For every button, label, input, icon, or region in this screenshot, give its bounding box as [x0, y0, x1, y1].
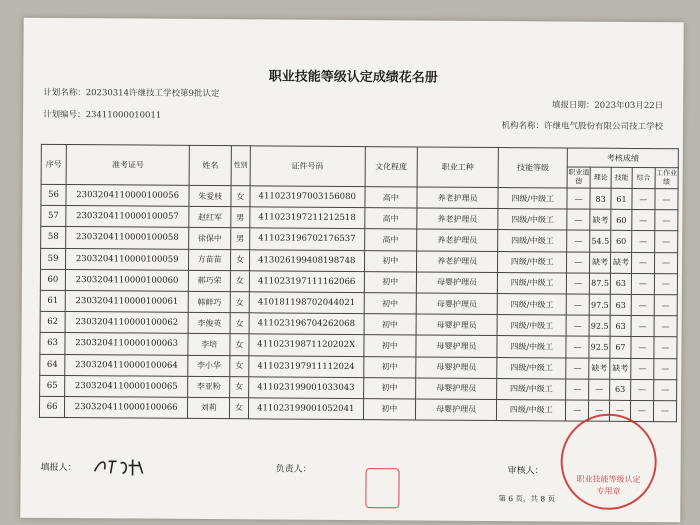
- row-job: 养老护理员: [416, 229, 498, 251]
- row-id-no: 41102319871120202X: [249, 334, 364, 356]
- row-id-no: 410181198702044021: [249, 292, 364, 314]
- row-theory: —: [589, 400, 610, 421]
- row-gender: 女: [231, 186, 250, 207]
- col-education: 文化程度: [365, 147, 417, 187]
- row-skill: 63: [610, 273, 631, 294]
- plan-name-line: [43, 86, 219, 99]
- row-education: 初中: [364, 250, 416, 272]
- row-work: —: [653, 400, 676, 421]
- col-level: 技能等级: [498, 148, 567, 188]
- report-date-label: 填报日期：: [551, 100, 595, 111]
- row-overall: —: [631, 358, 654, 379]
- table-header-row: [41, 144, 678, 167]
- row-job: 母婴护理员: [415, 378, 497, 400]
- row-education: 初中: [363, 377, 415, 399]
- col-seq: 序号: [41, 144, 66, 184]
- col-job: 职业工种: [417, 147, 499, 188]
- row-seq: 61: [40, 290, 65, 311]
- row-theory: 缺考: [590, 209, 611, 230]
- row-theory: 83: [590, 188, 611, 209]
- stamp-text-2: 专用章: [596, 486, 621, 496]
- row-overall: —: [631, 337, 654, 358]
- row-seq: 65: [40, 375, 65, 396]
- row-education: 初中: [364, 335, 416, 357]
- plan-name-label: 计划名称：: [43, 87, 86, 99]
- row-job: 养老护理员: [417, 208, 499, 230]
- org-value: 许继电气股份有限公司技工学校: [543, 121, 664, 133]
- row-level: 四级/中级工: [497, 378, 566, 400]
- red-seal-mark: [365, 468, 399, 508]
- row-skill: —: [609, 400, 630, 421]
- row-work: —: [653, 379, 676, 400]
- row-work: —: [654, 358, 677, 379]
- row-level: 四级/中级工: [497, 336, 566, 358]
- row-education: 高中: [364, 208, 416, 230]
- col-overall: 综合: [632, 167, 655, 188]
- col-name: 姓名: [189, 145, 231, 185]
- row-name: 赵红军: [189, 207, 231, 228]
- row-level: 四级/中级工: [497, 399, 566, 421]
- row-moral: —: [566, 379, 589, 400]
- row-name: 李小华: [188, 355, 230, 376]
- row-name: 刘莉: [188, 397, 230, 418]
- row-overall: —: [630, 400, 653, 421]
- row-exam-no: 2303204110000100061: [65, 290, 188, 312]
- row-job: 母婴护理员: [415, 399, 497, 421]
- row-exam-no: 2303204110000100058: [66, 227, 189, 249]
- report-date-line: [552, 98, 663, 111]
- row-id-no: 411023196704262068: [249, 313, 364, 335]
- row-overall: —: [632, 188, 655, 209]
- plan-no-line: [43, 108, 161, 121]
- row-work: —: [654, 252, 677, 273]
- row-level: 四级/中级工: [498, 188, 567, 210]
- row-skill: 63: [610, 315, 631, 336]
- row-education: 初中: [363, 356, 415, 378]
- row-skill: 63: [610, 294, 631, 315]
- row-name: 朱爱枝: [189, 185, 231, 206]
- results-table: [39, 144, 679, 423]
- row-work: —: [655, 189, 678, 210]
- row-overall: —: [632, 231, 655, 252]
- row-level: 四级/中级工: [497, 357, 566, 379]
- row-id-no: 411023197911112024: [249, 355, 364, 377]
- row-skill: 61: [611, 188, 632, 209]
- row-level: 四级/中级工: [498, 272, 567, 294]
- row-skill: 60: [611, 209, 632, 230]
- row-education: 初中: [364, 293, 416, 315]
- row-moral: —: [566, 336, 589, 357]
- row-level: 四级/中级工: [498, 230, 567, 252]
- row-theory: 87.5: [590, 273, 611, 294]
- row-theory: 54.5: [590, 231, 611, 252]
- row-theory: 97.5: [589, 294, 610, 315]
- row-moral: —: [567, 252, 590, 273]
- row-seq: 62: [40, 311, 65, 332]
- row-skill: 67: [610, 337, 631, 358]
- row-gender: 女: [229, 398, 248, 419]
- row-moral: —: [566, 357, 589, 378]
- reviewer-label: 审核人：: [507, 466, 544, 477]
- row-skill: 缺考: [611, 252, 632, 273]
- manager-label: 负责人：: [275, 464, 312, 475]
- row-id-no: 411023196702176537: [249, 228, 364, 250]
- row-gender: 女: [231, 249, 250, 270]
- row-education: 初中: [363, 398, 415, 420]
- row-id-no: 411023197003156080: [250, 186, 365, 208]
- row-name: 李亚粉: [188, 376, 230, 397]
- row-education: 初中: [364, 314, 416, 336]
- row-moral: —: [566, 315, 589, 336]
- row-level: 四级/中级工: [497, 293, 566, 315]
- row-level: 四级/中级工: [498, 251, 567, 273]
- col-moral: 职业道德: [567, 167, 590, 188]
- row-id-no: 413026199408198748: [249, 249, 364, 271]
- col-theory: 理论: [590, 167, 611, 188]
- row-seq: 59: [40, 248, 65, 269]
- row-gender: 女: [230, 270, 249, 291]
- row-name: 李培: [188, 334, 230, 355]
- row-seq: 63: [40, 333, 65, 354]
- row-seq: 58: [41, 227, 66, 248]
- plan-no-label: 计划编号：: [43, 109, 86, 121]
- row-gender: 女: [230, 355, 249, 376]
- row-seq: 64: [40, 354, 65, 375]
- row-work: —: [655, 231, 678, 252]
- row-theory: 缺考: [589, 358, 610, 379]
- filler-label: 填报人：: [40, 462, 77, 474]
- row-work: —: [654, 295, 677, 316]
- row-moral: —: [567, 209, 590, 230]
- row-exam-no: 2303204110000100064: [65, 354, 188, 376]
- row-job: 母婴护理员: [416, 293, 498, 315]
- row-work: —: [654, 337, 677, 358]
- row-job: 母婴护理员: [416, 272, 498, 294]
- row-name: 李俊英: [188, 312, 230, 333]
- row-education: 初中: [364, 271, 416, 293]
- row-gender: 女: [230, 313, 249, 334]
- row-name: 徐保中: [189, 228, 231, 249]
- row-job: 养老护理员: [416, 251, 498, 273]
- row-exam-no: 2303204110000100060: [65, 269, 188, 291]
- row-overall: —: [631, 294, 654, 315]
- row-job: 母婴护理员: [416, 314, 498, 336]
- row-id-no: 411023199001052041: [248, 398, 363, 420]
- row-theory: 92.5: [589, 315, 610, 336]
- org-label: 机构名称：: [501, 121, 545, 132]
- row-education: 高中: [365, 187, 417, 209]
- col-work: 工作业绩: [655, 168, 678, 189]
- row-exam-no: 2303204110000100062: [65, 312, 188, 334]
- row-theory: —: [589, 379, 610, 400]
- row-exam-no: 2303204110000100065: [65, 375, 188, 397]
- row-overall: —: [631, 252, 654, 273]
- row-level: 四级/中级工: [498, 209, 567, 231]
- row-moral: —: [567, 273, 590, 294]
- row-exam-no: 2303204110000100059: [66, 248, 189, 270]
- document-title: 职业技能等级认定成绩花名册: [268, 69, 438, 86]
- row-seq: 57: [41, 206, 66, 227]
- row-moral: —: [566, 400, 589, 421]
- row-gender: 女: [230, 292, 249, 313]
- row-skill: 60: [611, 231, 632, 252]
- row-exam-no: 2303204110000100066: [65, 396, 188, 418]
- org-line: [501, 119, 663, 132]
- row-theory: 92.5: [589, 336, 610, 357]
- row-job: 母婴护理员: [416, 335, 498, 357]
- row-name: 韩鲜巧: [188, 291, 230, 312]
- table-row: [39, 396, 676, 422]
- row-work: —: [654, 316, 677, 337]
- row-work: —: [654, 273, 677, 294]
- plan-name-value: 20230314许继技工学校第9批认定: [85, 88, 220, 100]
- row-overall: —: [632, 210, 655, 231]
- row-moral: —: [567, 188, 590, 209]
- row-job: 养老护理员: [417, 187, 499, 209]
- row-theory: 缺考: [590, 252, 611, 273]
- row-level: 四级/中级工: [497, 315, 566, 337]
- col-skill: 技能: [611, 167, 632, 188]
- row-seq: 66: [39, 396, 64, 417]
- row-gender: 女: [230, 376, 249, 397]
- document-sheet: [20, 18, 683, 523]
- col-gender: 性别: [231, 146, 250, 186]
- col-results: 考核成绩: [567, 148, 678, 168]
- row-id-no: 411023197111162066: [249, 271, 364, 293]
- row-overall: —: [631, 273, 654, 294]
- row-moral: —: [566, 294, 589, 315]
- row-gender: 男: [231, 207, 250, 228]
- row-id-no: 411023199001033043: [248, 376, 363, 398]
- row-gender: 男: [231, 228, 250, 249]
- official-stamp: [560, 413, 657, 510]
- signature: [91, 455, 151, 477]
- row-exam-no: 2303204110000100063: [65, 333, 188, 355]
- row-gender: 女: [230, 334, 249, 355]
- row-work: —: [655, 210, 678, 231]
- stamp-text-1: 职业技能等级认定: [576, 474, 641, 485]
- row-skill: 63: [610, 379, 631, 400]
- row-seq: 60: [40, 269, 65, 290]
- row-name: 方苗苗: [189, 249, 231, 270]
- row-overall: —: [631, 379, 654, 400]
- row-seq: 56: [41, 184, 66, 205]
- row-exam-no: 2303204110000100057: [66, 206, 189, 228]
- row-name: 郝巧荣: [189, 270, 231, 291]
- page-indicator: 第 6 页，共 8 页: [498, 494, 556, 504]
- row-moral: —: [567, 230, 590, 251]
- row-id-no: 411023197211212518: [250, 207, 365, 229]
- row-overall: —: [631, 316, 654, 337]
- row-exam-no: 2303204110000100056: [66, 185, 189, 207]
- row-skill: 缺考: [610, 358, 631, 379]
- col-exam-no: 准考证号: [66, 145, 189, 186]
- report-date-value: 2023年03月22日: [594, 100, 664, 112]
- row-education: 高中: [364, 229, 416, 251]
- row-job: 母婴护理员: [416, 356, 498, 378]
- col-id-no: 证件号码: [250, 146, 365, 187]
- plan-no-value: 23411000010011: [85, 110, 162, 121]
